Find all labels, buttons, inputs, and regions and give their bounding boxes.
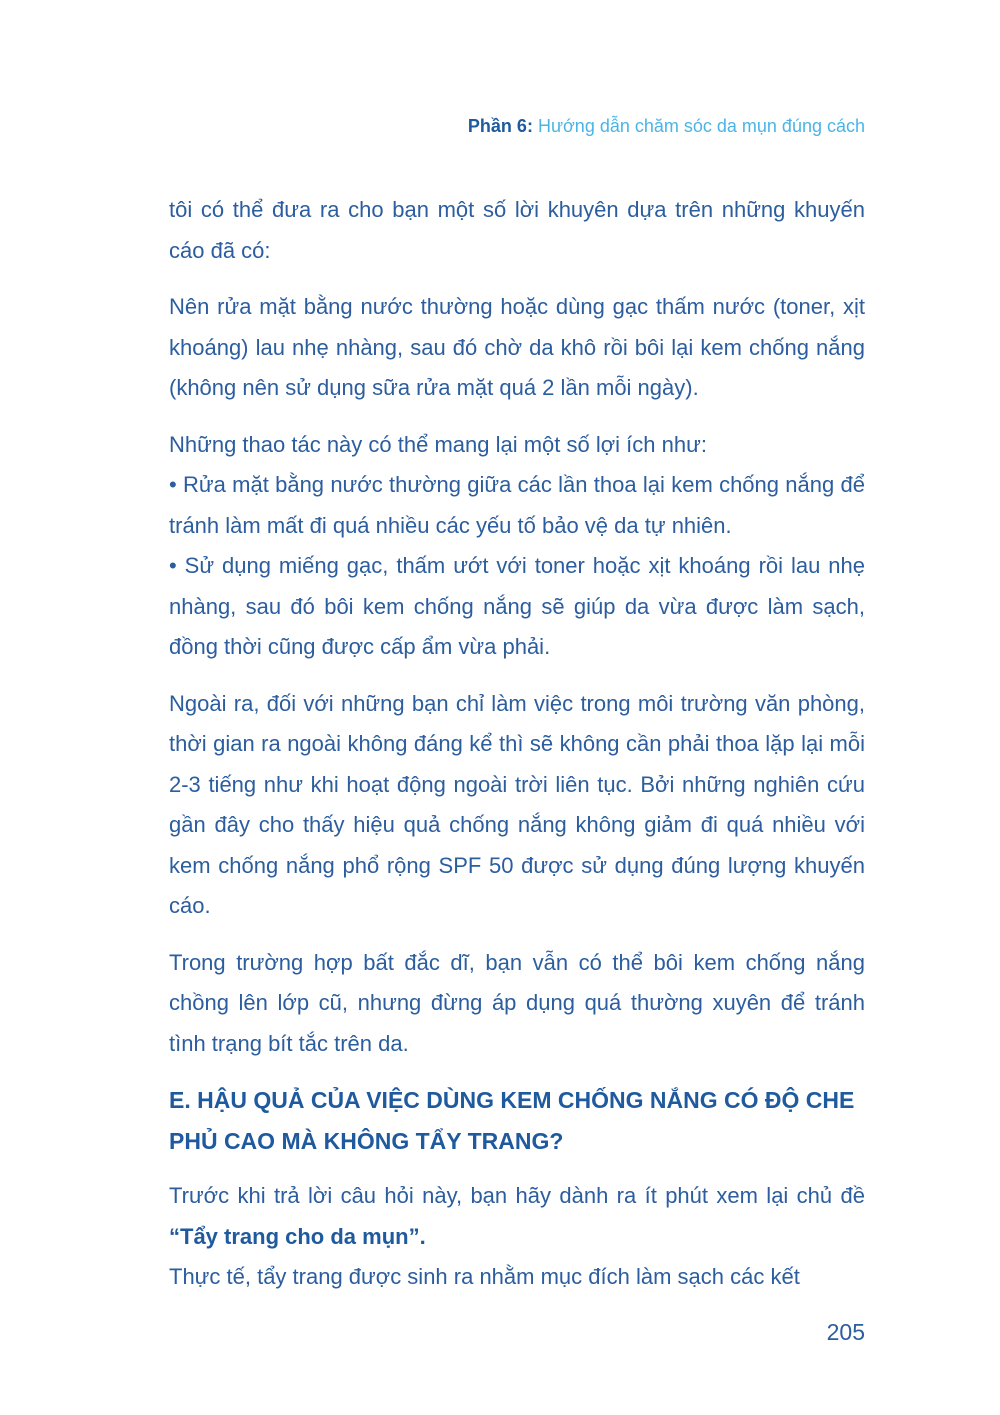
topic-reference: “Tẩy trang cho da mụn”. bbox=[169, 1223, 426, 1249]
section-heading: E. HẬU QUẢ CỦA VIỆC DÙNG KEM CHỐNG NẮNG CÓ ĐỘ CHE PHỦ CAO MÀ KHÔNG TẨY TRANG? bbox=[169, 1087, 855, 1154]
header-chapter-title: Hướng dẫn chăm sóc da mụn đúng cách bbox=[537, 116, 865, 136]
benefits-intro: Những thao tác này có thể mang lại một số lợi ích như: bbox=[169, 431, 707, 457]
paragraph-intro-text: Trước khi trả lời câu hỏi này, bạn hãy dành ra ít phút xem lại chủ đề bbox=[169, 1183, 865, 1208]
paragraph-benefits bbox=[169, 425, 865, 668]
paragraph-fact: Thực tế, tẩy trang được sinh ra nhằm mục đích làm sạch các kết bbox=[169, 1264, 800, 1289]
paragraph-office-workers: Ngoài ra, đối với những bạn chỉ làm việc trong môi trường văn phòng, thời gian ra ngoài không đáng kể thì sẽ không cần phải thoa lặp lại mỗi 2-3 tiếng như khi hoạt động ngoài trời liên tục. Bởi những nghiên cứu gần đây cho thấy hiệu quả chống nắng không giảm đi quá nhiều với kem chống nắng phổ rộng SPF 50 được sử dụng đúng lượng khuyến cáo. bbox=[169, 690, 865, 918]
page-number: 205 bbox=[826, 1319, 865, 1345]
header-part-label: Phần 6: bbox=[467, 116, 533, 136]
paragraph-layering: Trong trường hợp bất đắc dĩ, bạn vẫn có thể bôi kem chống nắng chồng lên lớp cũ, nhưng đừng áp dụng quá thường xuyên để tránh tình trạng bít tắc trên da. bbox=[169, 949, 865, 1056]
paragraph-intro bbox=[169, 1176, 865, 1257]
page-content bbox=[169, 190, 865, 1298]
paragraph-advice: Nên rửa mặt bằng nước thường hoặc dùng gạc thấm nước (toner, xịt khoáng) lau nhẹ nhàng, sau đó chờ da khô rồi bôi lại kem chống nắng (không nên sử dụng sữa rửa mặt quá 2 lần mỗi ngày). bbox=[169, 294, 865, 400]
bullet-item-1: • Rửa mặt bằng nước thường giữa các lần thoa lại kem chống nắng để tránh làm mất đi quá nhiều các yếu tố bảo vệ da tự nhiên. bbox=[169, 472, 865, 538]
paragraph-continuation: tôi có thể đưa ra cho bạn một số lời khuyên dựa trên những khuyến cáo đã có: bbox=[169, 197, 865, 263]
bullet-item-2: • Sử dụng miếng gạc, thấm ướt với toner hoặc xịt khoáng rồi lau nhẹ nhàng, sau đó bôi kem chống nắng sẽ giúp da vừa được làm sạch, đồng thời cũng được cấp ẩm vừa phải. bbox=[169, 553, 865, 659]
running-header bbox=[468, 116, 865, 137]
